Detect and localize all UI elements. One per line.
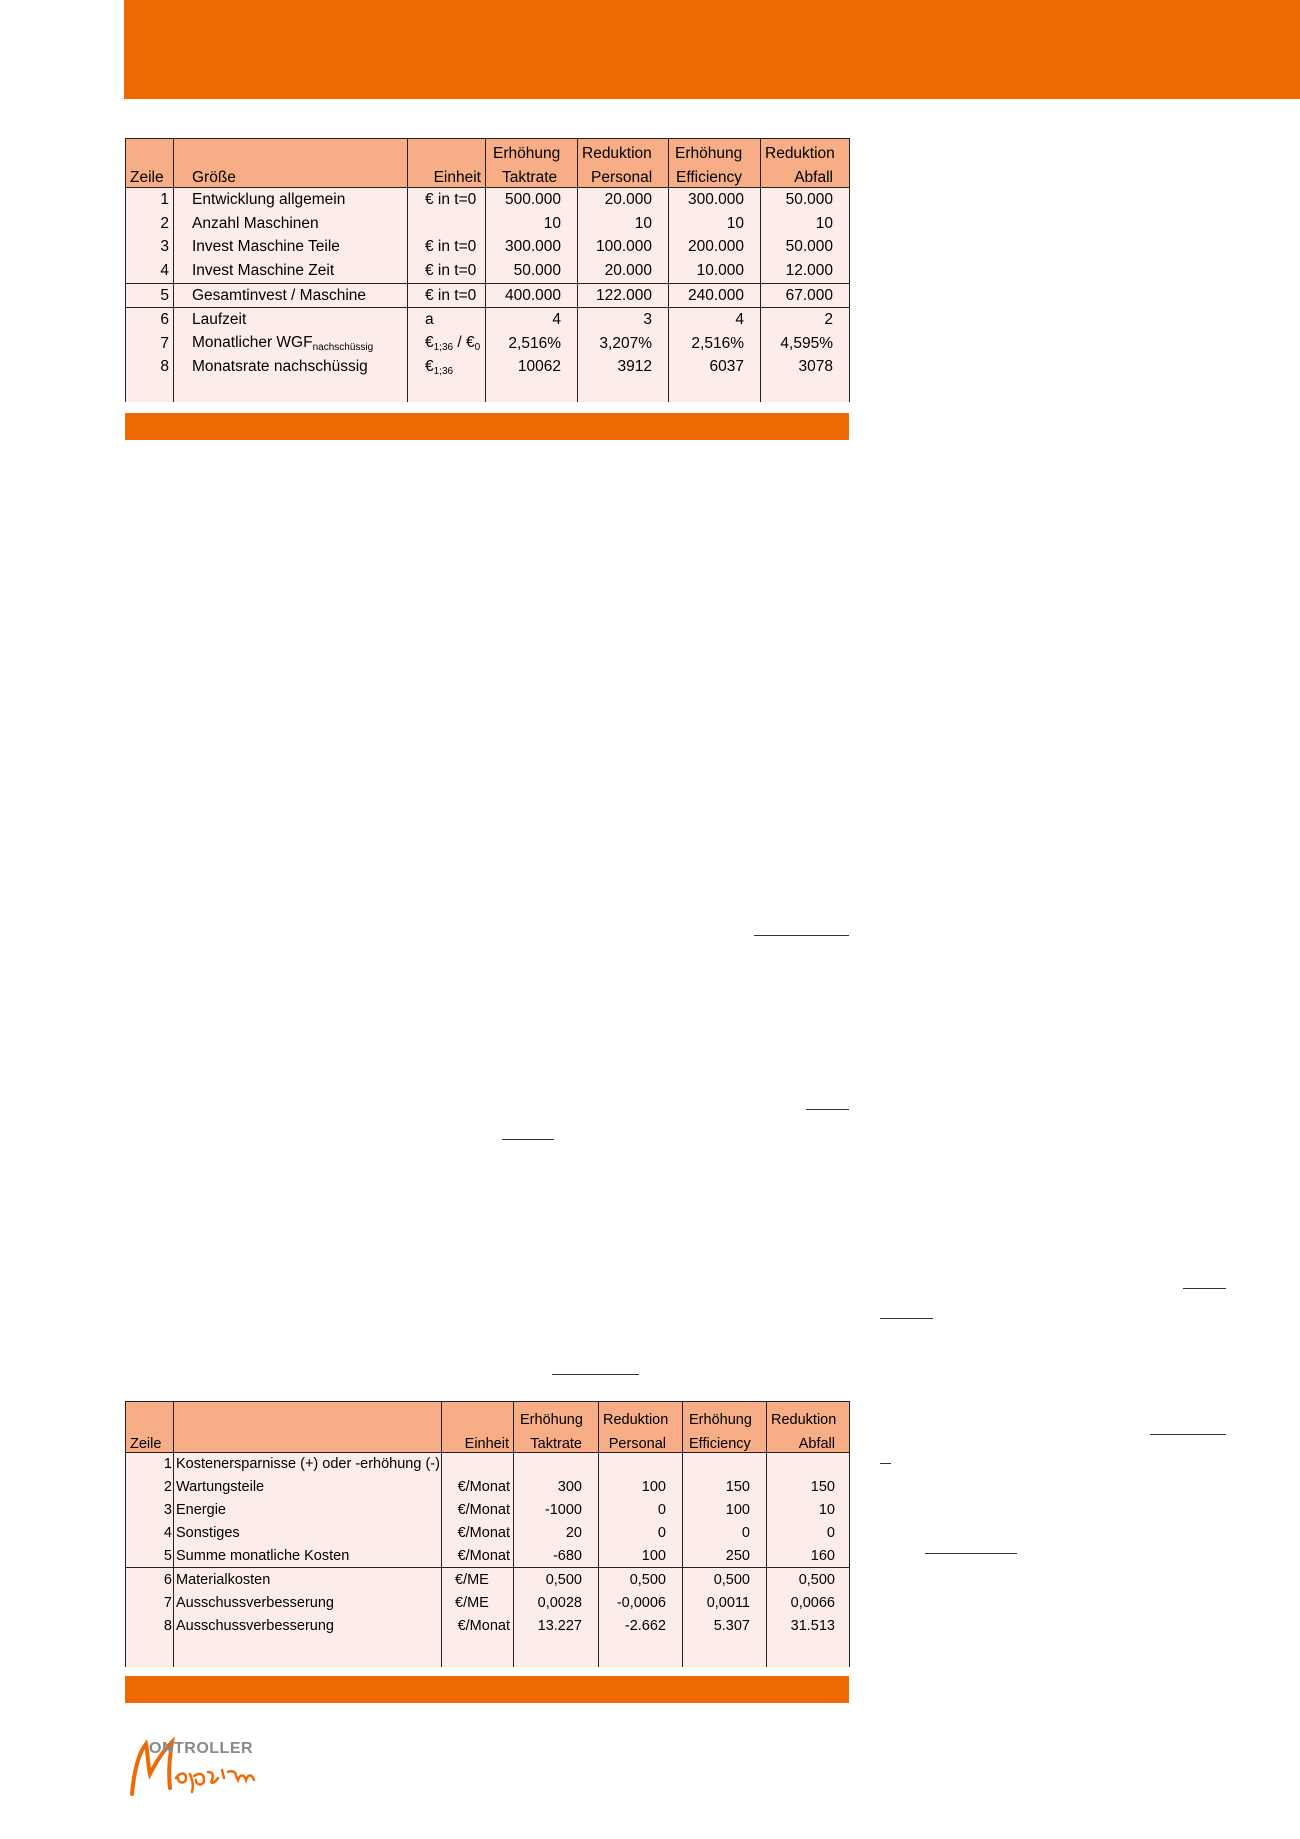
value-cell: 200.000 bbox=[669, 235, 761, 259]
row-number: 4 bbox=[126, 259, 174, 283]
pad-cell bbox=[174, 386, 408, 402]
row-number: 3 bbox=[126, 235, 174, 259]
row-label: Kostenersparnisse (+) oder -erhöhung (-) bbox=[174, 1453, 442, 1476]
table-row bbox=[126, 235, 850, 259]
table-row bbox=[126, 1568, 850, 1591]
value-cell: 500.000 bbox=[486, 188, 578, 212]
table-row bbox=[126, 356, 850, 386]
row-number: 4 bbox=[126, 1522, 174, 1545]
value-cell bbox=[514, 1453, 599, 1476]
header-cell bbox=[174, 1402, 442, 1429]
row-label: Ausschussverbesserung bbox=[174, 1614, 442, 1637]
row-label-subscript: nachschüssig bbox=[312, 342, 374, 354]
value-cell: 150 bbox=[683, 1476, 767, 1499]
row-label: Wartungsteile bbox=[174, 1476, 442, 1499]
value-cell: 10 bbox=[486, 212, 578, 236]
table-row bbox=[126, 1614, 850, 1637]
divider bbox=[552, 1374, 639, 1375]
pad-cell bbox=[761, 386, 850, 402]
table-row bbox=[126, 259, 850, 283]
table-row bbox=[126, 1499, 850, 1522]
row-unit: € in t=0 bbox=[408, 188, 486, 212]
value-cell: 300.000 bbox=[486, 235, 578, 259]
table-row bbox=[126, 1591, 850, 1614]
pad-cell bbox=[126, 386, 174, 402]
value-cell: 122.000 bbox=[578, 283, 669, 308]
unit-subscript: 1;36 bbox=[433, 365, 454, 377]
row-label bbox=[174, 332, 408, 356]
value-cell: 0,500 bbox=[767, 1568, 850, 1591]
pad-cell bbox=[578, 386, 669, 402]
table-row bbox=[126, 308, 850, 332]
header-cell bbox=[174, 139, 408, 164]
value-cell bbox=[683, 1453, 767, 1476]
row-unit bbox=[408, 212, 486, 236]
value-cell: 0,500 bbox=[683, 1568, 767, 1591]
row-label-text: Monatlicher WGF bbox=[192, 334, 313, 352]
value-cell: 4 bbox=[486, 308, 578, 332]
row-unit: € in t=0 bbox=[408, 283, 486, 308]
divider bbox=[1150, 1434, 1226, 1435]
row-number: 1 bbox=[126, 1453, 174, 1476]
value-cell: 0 bbox=[599, 1499, 683, 1522]
header-zeile: Zeile bbox=[126, 163, 174, 188]
row-label: Materialkosten bbox=[174, 1568, 442, 1591]
value-cell: 300 bbox=[514, 1476, 599, 1499]
divider bbox=[754, 935, 849, 936]
value-cell: 0 bbox=[599, 1522, 683, 1545]
row-unit bbox=[442, 1453, 514, 1476]
table-footer-band bbox=[125, 413, 849, 440]
header-personal: Personal bbox=[599, 1428, 683, 1453]
pad-cell bbox=[767, 1637, 850, 1667]
header-abfall: Abfall bbox=[761, 163, 850, 188]
header-personal: Personal bbox=[578, 163, 669, 188]
value-cell: 3912 bbox=[578, 356, 669, 386]
pad-cell bbox=[408, 386, 486, 402]
header-einheit: Einheit bbox=[442, 1428, 514, 1453]
row-unit: €/Monat bbox=[442, 1476, 514, 1499]
value-cell: 10 bbox=[578, 212, 669, 236]
value-cell: 13.227 bbox=[514, 1614, 599, 1637]
pad-cell bbox=[174, 1637, 442, 1667]
value-cell: 3078 bbox=[761, 356, 850, 386]
header-taktrate: Taktrate bbox=[486, 163, 578, 188]
header-reduktion: Reduktion bbox=[767, 1402, 850, 1429]
table-header-row bbox=[126, 1428, 850, 1453]
header-erhoehung: Erhöhung bbox=[514, 1402, 599, 1429]
value-cell: 67.000 bbox=[761, 283, 850, 308]
value-cell: 2 bbox=[761, 308, 850, 332]
header-cell bbox=[126, 139, 174, 164]
divider bbox=[880, 1318, 933, 1319]
value-cell: 20 bbox=[514, 1522, 599, 1545]
value-cell: -680 bbox=[514, 1545, 599, 1568]
table-header-row bbox=[126, 139, 850, 164]
row-unit bbox=[408, 356, 486, 386]
header-groesse bbox=[174, 1428, 442, 1453]
header-reduktion: Reduktion bbox=[578, 139, 669, 164]
unit-symbol: € bbox=[425, 357, 434, 375]
table-row bbox=[126, 212, 850, 236]
row-label: Energie bbox=[174, 1499, 442, 1522]
value-cell: 10.000 bbox=[669, 259, 761, 283]
value-cell: 3,207% bbox=[578, 332, 669, 356]
value-cell: 2,516% bbox=[669, 332, 761, 356]
pad-cell bbox=[442, 1637, 514, 1667]
row-label: Laufzeit bbox=[174, 308, 408, 332]
value-cell: 4,595% bbox=[761, 332, 850, 356]
row-unit: € in t=0 bbox=[408, 259, 486, 283]
value-cell: -0,0006 bbox=[599, 1591, 683, 1614]
table-row bbox=[126, 1476, 850, 1499]
row-label: Sonstiges bbox=[174, 1522, 442, 1545]
value-cell: 6037 bbox=[669, 356, 761, 386]
value-cell: 3 bbox=[578, 308, 669, 332]
value-cell: 20.000 bbox=[578, 188, 669, 212]
logo-wordmark: ONTROLLER bbox=[149, 1740, 254, 1757]
row-unit: a bbox=[408, 308, 486, 332]
row-number: 7 bbox=[126, 332, 174, 356]
divider bbox=[806, 1109, 849, 1110]
unit-subscript: 0 bbox=[474, 342, 481, 354]
value-cell: 4 bbox=[669, 308, 761, 332]
value-cell: 150 bbox=[767, 1476, 850, 1499]
row-unit: €/ME bbox=[442, 1591, 514, 1614]
investment-table bbox=[125, 138, 850, 402]
value-cell: 20.000 bbox=[578, 259, 669, 283]
divider bbox=[880, 1463, 891, 1464]
pad-cell bbox=[669, 386, 761, 402]
value-cell: 100.000 bbox=[578, 235, 669, 259]
header-taktrate: Taktrate bbox=[514, 1428, 599, 1453]
table-row bbox=[126, 188, 850, 212]
value-cell: 12.000 bbox=[761, 259, 850, 283]
value-cell: 100 bbox=[683, 1499, 767, 1522]
row-number: 2 bbox=[126, 1476, 174, 1499]
value-cell: 0 bbox=[767, 1522, 850, 1545]
value-cell: 240.000 bbox=[669, 283, 761, 308]
value-cell: 400.000 bbox=[486, 283, 578, 308]
value-cell: 250 bbox=[683, 1545, 767, 1568]
value-cell: 160 bbox=[767, 1545, 850, 1568]
header-cell bbox=[126, 1402, 174, 1429]
row-number: 6 bbox=[126, 1568, 174, 1591]
pad-cell bbox=[683, 1637, 767, 1667]
value-cell: 10062 bbox=[486, 356, 578, 386]
table-row-total bbox=[126, 1545, 850, 1568]
value-cell: 0,0011 bbox=[683, 1591, 767, 1614]
pad-cell bbox=[514, 1637, 599, 1667]
value-cell bbox=[767, 1453, 850, 1476]
value-cell: 0,0066 bbox=[767, 1591, 850, 1614]
header-erhoehung: Erhöhung bbox=[683, 1402, 767, 1429]
value-cell: 10 bbox=[761, 212, 850, 236]
value-cell: 5.307 bbox=[683, 1614, 767, 1637]
divider bbox=[925, 1553, 1017, 1554]
value-cell: 50.000 bbox=[761, 188, 850, 212]
row-number: 5 bbox=[126, 1545, 174, 1568]
value-cell: 2,516% bbox=[486, 332, 578, 356]
row-number: 7 bbox=[126, 1591, 174, 1614]
row-unit: €/ME bbox=[442, 1568, 514, 1591]
table-footer-band bbox=[125, 1676, 849, 1703]
value-cell: 100 bbox=[599, 1545, 683, 1568]
pad-cell bbox=[599, 1637, 683, 1667]
row-number: 8 bbox=[126, 356, 174, 386]
pad-cell bbox=[126, 1637, 174, 1667]
header-cell bbox=[408, 139, 486, 164]
row-label: Entwicklung allgemein bbox=[174, 188, 408, 212]
header-cell bbox=[442, 1402, 514, 1429]
value-cell: 100 bbox=[599, 1476, 683, 1499]
value-cell: -2.662 bbox=[599, 1614, 683, 1637]
row-unit: €/Monat bbox=[442, 1545, 514, 1568]
header-efficiency: Efficiency bbox=[669, 163, 761, 188]
value-cell: 0,500 bbox=[599, 1568, 683, 1591]
row-unit bbox=[408, 332, 486, 356]
header-erhoehung: Erhöhung bbox=[669, 139, 761, 164]
header-erhoehung: Erhöhung bbox=[486, 139, 578, 164]
value-cell: 50.000 bbox=[486, 259, 578, 283]
row-number: 5 bbox=[126, 283, 174, 308]
row-label: Gesamtinvest / Maschine bbox=[174, 283, 408, 308]
table-row bbox=[126, 1522, 850, 1545]
top-orange-band bbox=[124, 0, 1300, 99]
value-cell: 10 bbox=[767, 1499, 850, 1522]
table-padding-row bbox=[126, 1637, 850, 1667]
table-row bbox=[126, 1453, 850, 1476]
row-label: Anzahl Maschinen bbox=[174, 212, 408, 236]
row-label: Ausschussverbesserung bbox=[174, 1591, 442, 1614]
row-number: 8 bbox=[126, 1614, 174, 1637]
value-cell bbox=[599, 1453, 683, 1476]
row-label: Invest Maschine Teile bbox=[174, 235, 408, 259]
table-header-row bbox=[126, 1402, 850, 1429]
row-unit: € in t=0 bbox=[408, 235, 486, 259]
row-unit: €/Monat bbox=[442, 1499, 514, 1522]
table-row bbox=[126, 332, 850, 356]
header-reduktion: Reduktion bbox=[599, 1402, 683, 1429]
header-efficiency: Efficiency bbox=[683, 1428, 767, 1453]
header-zeile: Zeile bbox=[126, 1428, 174, 1453]
value-cell: 300.000 bbox=[669, 188, 761, 212]
cost-savings-table bbox=[125, 1401, 850, 1667]
unit-symbol: € bbox=[425, 334, 434, 352]
row-number: 1 bbox=[126, 188, 174, 212]
row-number: 2 bbox=[126, 212, 174, 236]
row-unit: €/Monat bbox=[442, 1522, 514, 1545]
row-number: 6 bbox=[126, 308, 174, 332]
value-cell: 0,500 bbox=[514, 1568, 599, 1591]
table-row-total bbox=[126, 283, 850, 308]
value-cell: 31.513 bbox=[767, 1614, 850, 1637]
unit-subscript: 1;36 bbox=[433, 342, 454, 354]
header-reduktion: Reduktion bbox=[761, 139, 850, 164]
row-number: 3 bbox=[126, 1499, 174, 1522]
value-cell: 0 bbox=[683, 1522, 767, 1545]
value-cell: 0,0028 bbox=[514, 1591, 599, 1614]
divider bbox=[1183, 1288, 1226, 1289]
value-cell: 50.000 bbox=[761, 235, 850, 259]
row-label: Summe monatliche Kosten bbox=[174, 1545, 442, 1568]
row-unit: €/Monat bbox=[442, 1614, 514, 1637]
row-label: Invest Maschine Zeit bbox=[174, 259, 408, 283]
header-groesse: Größe bbox=[174, 163, 408, 188]
row-label: Monatsrate nachschüssig bbox=[174, 356, 408, 386]
header-einheit: Einheit bbox=[408, 163, 486, 188]
table-header-row bbox=[126, 163, 850, 188]
pad-cell bbox=[486, 386, 578, 402]
table-padding-row bbox=[126, 386, 850, 402]
divider bbox=[502, 1139, 554, 1140]
unit-divider: / € bbox=[453, 334, 475, 352]
value-cell: -1000 bbox=[514, 1499, 599, 1522]
value-cell: 10 bbox=[669, 212, 761, 236]
header-abfall: Abfall bbox=[767, 1428, 850, 1453]
